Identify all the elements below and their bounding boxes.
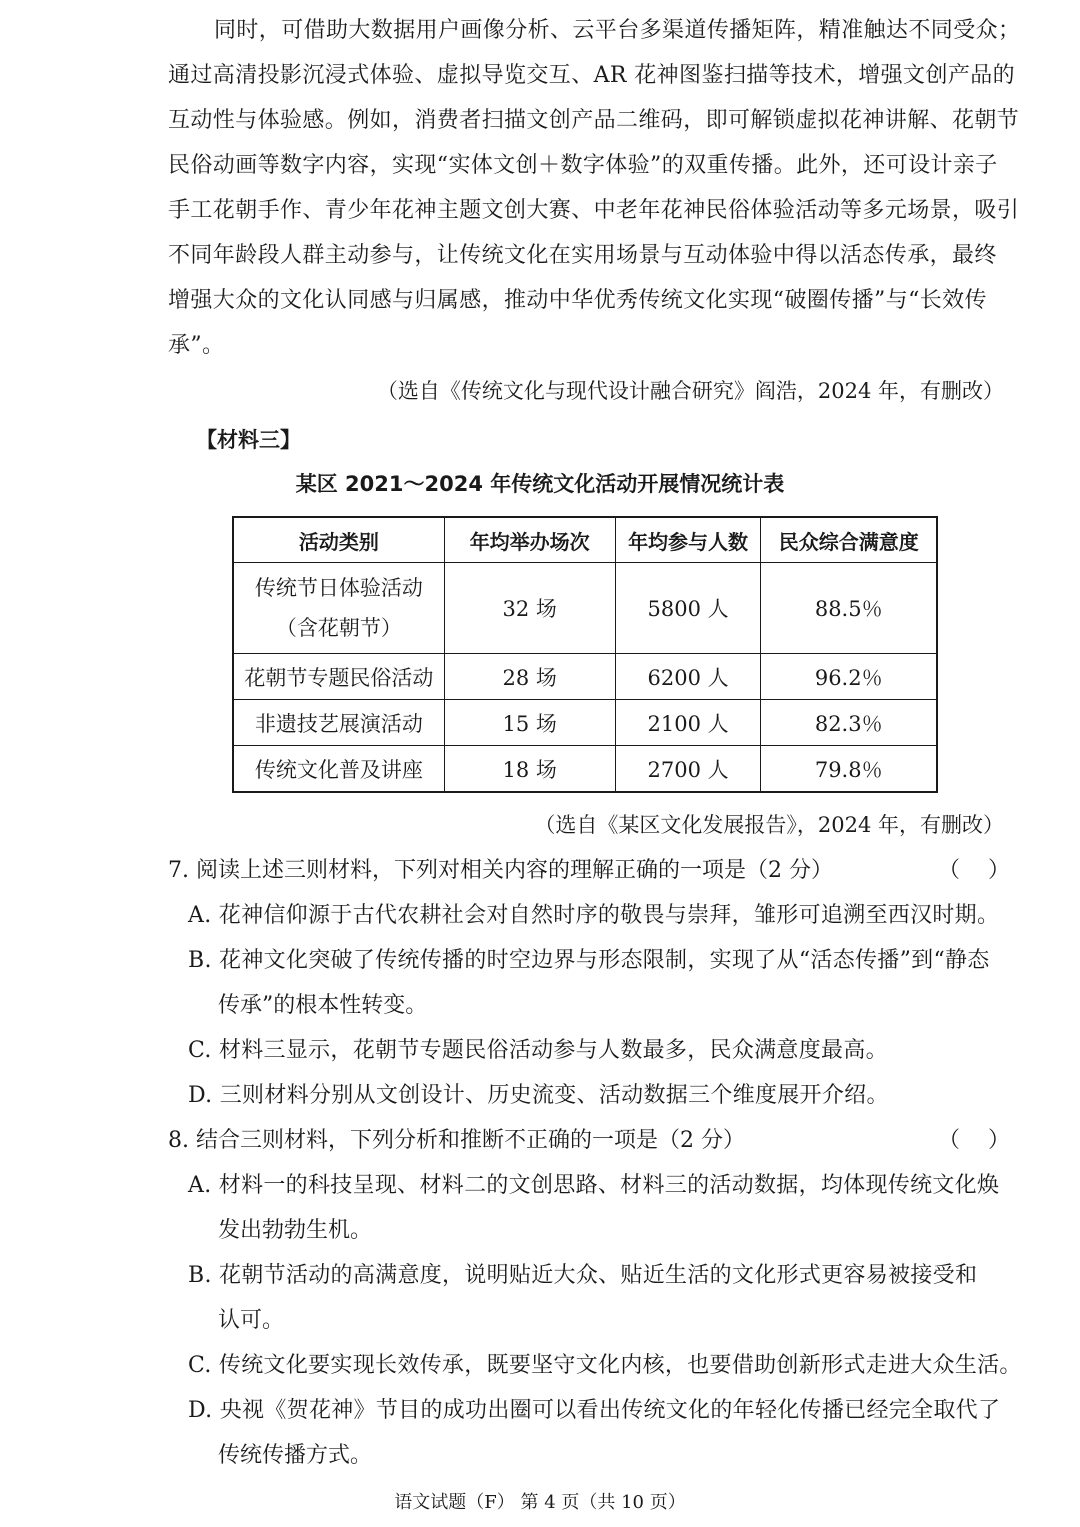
table-title: 某区 2021～2024 年传统文化活动开展情况统计表 bbox=[295, 472, 785, 496]
question-8-stem: 8. 结合三则材料，下列分析和推断不正确的一项是（2 分） bbox=[168, 1128, 745, 1153]
page-footer: 语文试题（F） 第 4 页（共 10 页） bbox=[394, 1492, 686, 1513]
cell-category: 传统文化普及讲座 bbox=[233, 746, 444, 793]
passage-source: （选自《传统文化与现代设计融合研究》阎浩，2024 年，有删改） bbox=[376, 379, 1004, 403]
passage-line-1: 同时，可借助大数据用户画像分析、云平台多渠道传播矩阵，精准触达不同受众； bbox=[214, 18, 1021, 43]
question-7-option-c: C. 材料三显示，花朝节专题民俗活动参与人数最多，民众满意度最高。 bbox=[188, 1038, 888, 1063]
cell-sessions: 32 场 bbox=[444, 563, 615, 654]
passage-line-6: 不同年龄段人群主动参与，让传统文化在实用场景与互动体验中得以活态传承，最终 bbox=[168, 243, 997, 268]
question-8-answer-blank[interactable]: （ ） bbox=[938, 1128, 1010, 1153]
question-7-answer-blank[interactable]: （ ） bbox=[938, 858, 1010, 883]
table-row bbox=[233, 563, 937, 654]
header-participants: 年均参与人数 bbox=[615, 517, 761, 563]
table-row bbox=[233, 654, 937, 700]
passage-line-8: 承”。 bbox=[168, 333, 225, 358]
cell-satisfaction: 88.5％ bbox=[761, 563, 937, 654]
question-7-option-b: B. 花神文化突破了传统传播的时空边界与形态限制，实现了从“活态传播”到“静态 bbox=[188, 948, 990, 973]
question-7-option-a: A. 花神信仰源于古代农耕社会对自然时序的敬畏与崇拜，雏形可追溯至西汉时期。 bbox=[188, 903, 1000, 928]
cell-satisfaction: 96.2％ bbox=[761, 654, 937, 700]
passage-line-3: 互动性与体验感。例如，消费者扫描文创产品二维码，即可解锁虚拟花神讲解、花朝节 bbox=[168, 108, 1020, 133]
cell-sessions: 15 场 bbox=[444, 700, 615, 746]
question-8-option-a: A. 材料一的科技呈现、材料二的文创思路、材料三的活动数据，均体现传统文化焕 bbox=[188, 1173, 1000, 1198]
table-source: （选自《某区文化发展报告》，2024 年，有删改） bbox=[534, 813, 1004, 837]
header-category: 活动类别 bbox=[233, 517, 444, 563]
question-7-stem: 7. 阅读上述三则材料，下列对相关内容的理解正确的一项是（2 分） bbox=[168, 858, 833, 883]
cell-participants: 2700 人 bbox=[615, 746, 761, 793]
header-satisfaction: 民众综合满意度 bbox=[761, 517, 937, 563]
question-8-option-b: B. 花朝节活动的高满意度，说明贴近大众、贴近生活的文化形式更容易被接受和 bbox=[188, 1263, 978, 1288]
cell-sessions: 18 场 bbox=[444, 746, 615, 793]
cell-category: 花朝节专题民俗活动 bbox=[233, 654, 444, 700]
cell-category bbox=[233, 563, 444, 654]
cell-participants: 6200 人 bbox=[615, 654, 761, 700]
question-8-option-a-cont: 发出勃勃生机。 bbox=[218, 1218, 373, 1243]
table-row bbox=[233, 700, 937, 746]
cell-sessions: 28 场 bbox=[444, 654, 615, 700]
question-7-option-d: D. 三则材料分别从文创设计、历史流变、活动数据三个维度展开介绍。 bbox=[188, 1083, 889, 1108]
question-8-option-d-cont: 传统传播方式。 bbox=[218, 1443, 373, 1468]
cell-satisfaction: 82.3％ bbox=[761, 700, 937, 746]
cell-participants: 5800 人 bbox=[615, 563, 761, 654]
header-sessions: 年均举办场次 bbox=[444, 517, 615, 563]
cell-satisfaction: 79.8％ bbox=[761, 746, 937, 793]
passage-line-7: 增强大众的文化认同感与归属感，推动中华优秀传统文化实现“破圈传播”与“长效传 bbox=[168, 288, 987, 313]
passage-line-4: 民俗动画等数字内容，实现“实体文创＋数字体验”的双重传播。此外，还可设计亲子 bbox=[168, 153, 998, 178]
question-8-option-c: C. 传统文化要实现长效传承，既要坚守文化内核，也要借助创新形式走进大众生活。 bbox=[188, 1353, 1022, 1378]
cell-category-line1: 传统节日体验活动 bbox=[254, 576, 423, 600]
passage-line-5: 手工花朝手作、青少年花神主题文创大赛、中老年花神民俗体验活动等多元场景，吸引 bbox=[168, 198, 1020, 223]
passage-line-2: 通过高清投影沉浸式体验、虚拟导览交互、AR 花神图鉴扫描等技术，增强文创产品的 bbox=[168, 63, 1016, 88]
material-three-heading: 【材料三】 bbox=[196, 428, 301, 452]
question-7-option-b-cont: 传承”的根本性转变。 bbox=[218, 993, 428, 1018]
cell-category-line2: （含花朝节） bbox=[275, 616, 402, 640]
question-8-option-b-cont: 认可。 bbox=[218, 1308, 285, 1333]
question-8-option-d: D. 央视《贺花神》节目的成功出圈可以看出传统文化的年轻化传播已经完全取代了 bbox=[188, 1398, 1001, 1423]
cell-participants: 2100 人 bbox=[615, 700, 761, 746]
cell-category: 非遗技艺展演活动 bbox=[233, 700, 444, 746]
statistics-table bbox=[232, 516, 938, 793]
table-row bbox=[233, 746, 937, 793]
table-header-row bbox=[233, 517, 937, 563]
